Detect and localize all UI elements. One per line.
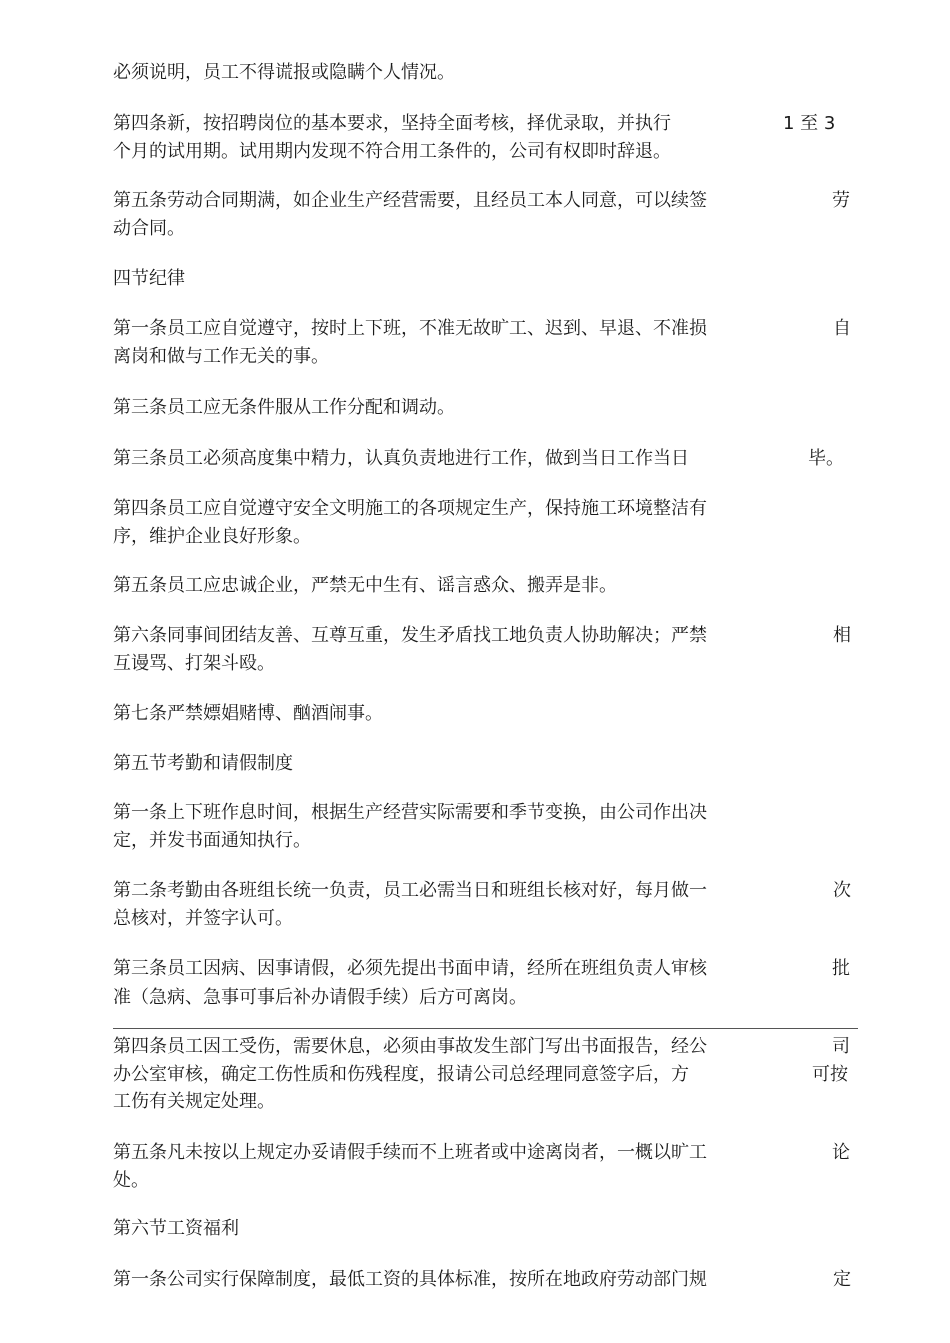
section-heading: 第五节考勤和请假制度 bbox=[113, 753, 293, 774]
paragraph-side-text: 批 bbox=[832, 958, 850, 979]
paragraph-line: 第二条考勤由各班组长统一负责，员工必需当日和班组长核对好，每月做一 bbox=[113, 880, 707, 901]
paragraph-side-text: 定 bbox=[833, 1269, 851, 1290]
paragraph-side-text: 1 至 3 bbox=[783, 113, 836, 134]
section-heading: 第六节工资福利 bbox=[113, 1218, 239, 1239]
paragraph-line: 准（急病、急事可事后补办请假手续）后方可离岗。 bbox=[113, 987, 527, 1008]
paragraph-line: 个月的试用期。试用期内发现不符合用工条件的，公司有权即时辞退。 bbox=[113, 141, 671, 162]
paragraph-line: 第六条同事间团结友善、互尊互重，发生矛盾找工地负责人协助解决；严禁 bbox=[113, 625, 707, 646]
paragraph-line: 离岗和做与工作无关的事。 bbox=[113, 346, 329, 367]
paragraph-line: 总核对，并签字认可。 bbox=[113, 908, 293, 929]
paragraph-line: 第四条员工应自觉遵守安全文明施工的各项规定生产，保持施工环境整洁有 bbox=[113, 498, 707, 519]
paragraph-line: 第四条新，按招聘岗位的基本要求，坚持全面考核，择优录取，并执行 bbox=[113, 113, 671, 134]
paragraph-side-text: 毕。 bbox=[808, 448, 844, 469]
paragraph-line: 第五条员工应忠诚企业，严禁无中生有、谣言惑众、搬弄是非。 bbox=[113, 575, 617, 596]
paragraph-line: 第七条严禁嫖娼赌博、酗酒闹事。 bbox=[113, 703, 383, 724]
paragraph-line: 第一条员工应自觉遵守，按时上下班，不准无故旷工、迟到、早退、不准损 bbox=[113, 318, 707, 339]
paragraph-line: 定，并发书面通知执行。 bbox=[113, 830, 311, 851]
paragraph-side-text: 次 bbox=[833, 880, 851, 901]
paragraph-line: 第一条公司实行保障制度，最低工资的具体标准，按所在地政府劳动部门规 bbox=[113, 1269, 707, 1290]
paragraph-line: 处。 bbox=[113, 1170, 149, 1191]
paragraph-line: 必须说明，员工不得谎报或隐瞒个人情况。 bbox=[113, 62, 455, 83]
paragraph-side-text: 自 bbox=[833, 318, 851, 339]
paragraph-line: 第一条上下班作息时间，根据生产经营实际需要和季节变换，由公司作出决 bbox=[113, 802, 707, 823]
paragraph-side-text: 论 bbox=[832, 1142, 850, 1163]
paragraph-line: 第三条员工应无条件服从工作分配和调动。 bbox=[113, 397, 455, 418]
paragraph-line: 办公室审核，确定工伤性质和伤残程度，报请公司总经理同意签字后，方 bbox=[113, 1064, 689, 1085]
paragraph-line: 第三条员工因病、因事请假，必须先提出书面申请，经所在班组负责人审核 bbox=[113, 958, 707, 979]
paragraph-side-text: 可按 bbox=[812, 1064, 848, 1085]
paragraph-line: 工伤有关规定处理。 bbox=[113, 1091, 275, 1112]
paragraph-line: 第四条员工因工受伤，需要休息，必须由事故发生部门写出书面报告，经公 bbox=[113, 1036, 707, 1057]
paragraph-line: 第五条凡未按以上规定办妥请假手续而不上班者或中途离岗者，一概以旷工 bbox=[113, 1142, 707, 1163]
paragraph-line: 互谩骂、打架斗殴。 bbox=[113, 653, 275, 674]
paragraph-line: 第五条劳动合同期满，如企业生产经营需要，且经员工本人同意，可以续签 bbox=[113, 190, 707, 211]
paragraph-side-text: 劳 bbox=[832, 190, 850, 211]
paragraph-side-text: 司 bbox=[832, 1036, 850, 1057]
paragraph-side-text: 相 bbox=[833, 625, 851, 646]
paragraph-line: 动合同。 bbox=[113, 218, 185, 239]
paragraph-line: 第三条员工必须高度集中精力，认真负责地进行工作，做到当日工作当日 bbox=[113, 448, 689, 469]
paragraph-line: 序，维护企业良好形象。 bbox=[113, 526, 311, 547]
page-divider bbox=[113, 1028, 858, 1029]
section-heading: 四节纪律 bbox=[113, 268, 185, 289]
